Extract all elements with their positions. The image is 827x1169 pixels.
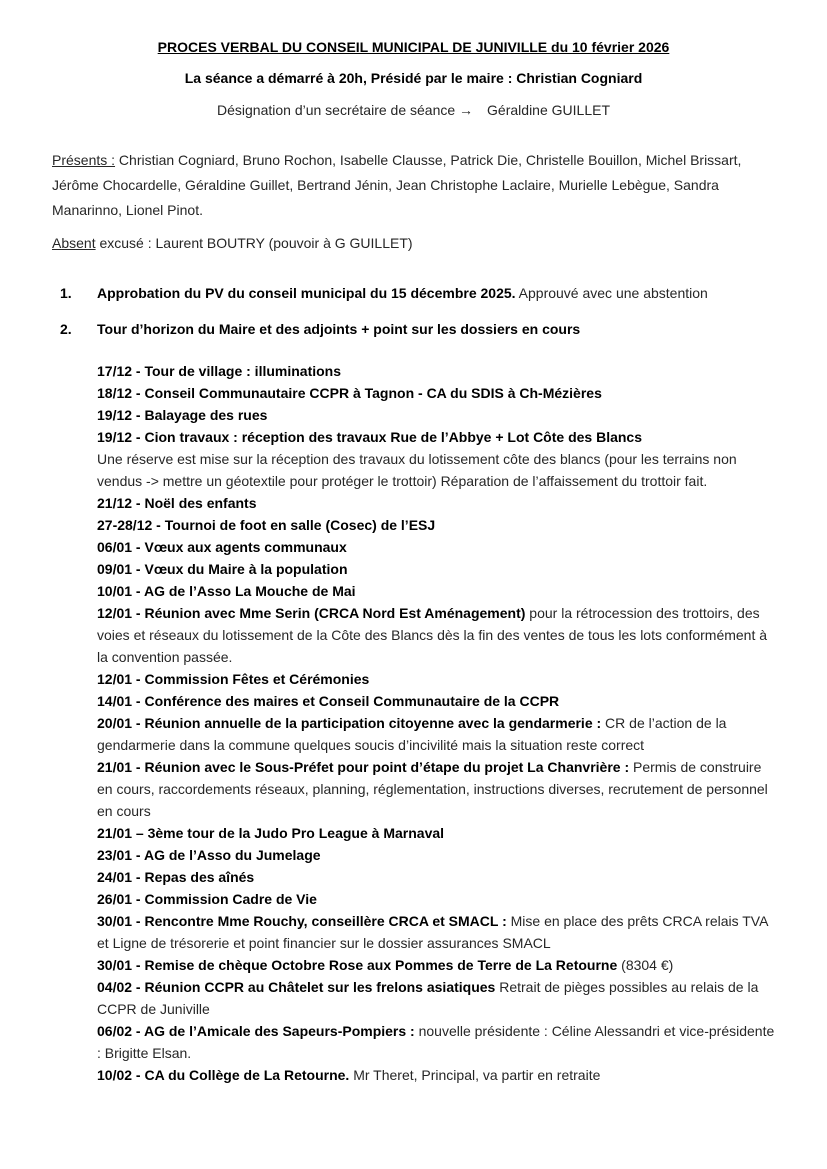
event-line-20 [97, 910, 775, 954]
event-3-bold: 19/12 - Balayage des rues [97, 407, 268, 423]
event-21-bold: 30/01 - Remise de chèque Octobre Rose aux Pommes de Terre de La Retourne [97, 957, 622, 973]
event-line-21 [97, 954, 775, 976]
event-15-normal: Permis de construire en cours, raccordements réseaux, planning, réglementation, instructions diverses, recrutement de personnel en cours [97, 759, 768, 819]
event-6-bold: 21/12 - Noël des enfants [97, 495, 257, 511]
event-line-23 [97, 1020, 775, 1064]
event-13-bold: 14/01 - Conférence des maires et Conseil Communautaire de la CCPR [97, 693, 560, 709]
event-24-normal: Mr Theret, Principal, va partir en retraite [349, 1067, 601, 1083]
event-line-11 [97, 602, 775, 668]
secretary-line [52, 99, 775, 121]
event-15-bold: 21/01 - Réunion avec le Sous-Préfet pour point d’étape du projet La Chanvrière : [97, 759, 630, 775]
absent-text: excusé : Laurent BOUTRY (pouvoir à G GUILLET) [95, 235, 413, 251]
event-line-16 [97, 822, 775, 844]
event-22-bold: 04/02 - Réunion CCPR au Châtelet sur les frelons asiatiques [97, 979, 496, 995]
agenda-text-2 [97, 318, 775, 340]
absent-label: Absent [52, 235, 96, 251]
event-line-9 [97, 558, 775, 580]
presents-names: Christian Cogniard, Bruno Rochon, Isabelle Clausse, Patrick Die, Christelle Bouillon, Michel Brissart, Jérôme Chocardelle, Géraldine Guillet, Bertrand Jénin, Jean Christophe Laclaire, Murielle Lebègue, Sandra Manarinno, Lionel Pinot. [52, 152, 742, 218]
event-17-bold: 23/01 - AG de l’Asso du Jumelage [97, 847, 321, 863]
event-4-bold: 19/12 - Cion travaux : réception des travaux Rue de l’Abbye + Lot Côte des Blancs [97, 429, 642, 445]
secretary-name: Géraldine GUILLET [487, 102, 610, 118]
absent-line [52, 232, 775, 254]
event-22-normal: Retrait de pièges possibles au relais de la CCPR de Juniville [97, 979, 759, 1017]
event-line-4 [97, 426, 775, 448]
agenda-1-bold: Approbation du PV du conseil municipal du 15 décembre 2025. [97, 285, 516, 301]
event-line-12 [97, 668, 775, 690]
document-subtitle: La séance a démarré à 20h, Présidé par le maire : Christian Cogniard [184, 70, 643, 86]
event-10-bold: 10/01 - AG de l’Asso La Mouche de Mai [97, 583, 356, 599]
event-line-2 [97, 382, 775, 404]
event-23-normal: nouvelle présidente : Céline Alessandri et vice-présidente : Brigitte Elsan. [97, 1023, 775, 1061]
event-18-bold: 24/01 - Repas des aînés [97, 869, 255, 885]
agenda-item-1 [52, 282, 775, 304]
event-8-bold: 06/01 - Vœux aux agents communaux [97, 539, 347, 555]
event-line-1 [97, 360, 775, 382]
events-list [97, 360, 775, 1086]
event-19-bold: 26/01 - Commission Cadre de Vie [97, 891, 317, 907]
event-14-normal: CR de l’action de la gendarmerie dans la commune quelques soucis d’incivilité mais la situation reste correct [97, 715, 727, 753]
event-line-22 [97, 976, 775, 1020]
event-11-normal: pour la rétrocession des trottoirs, des voies et réseaux du lotissement de la Côte des Blancs dès la fin des ventes de tous les lots conformément à la convention passée. [97, 605, 768, 665]
event-2-bold: 18/12 - Conseil Communautaire CCPR à Tagnon - CA du SDIS à Ch-Mézières [97, 385, 602, 401]
event-line-19 [97, 888, 775, 910]
event-24-bold: 10/02 - CA du Collège de La Retourne. [97, 1067, 350, 1083]
event-12-bold: 12/01 - Commission Fêtes et Cérémonies [97, 671, 370, 687]
presents-label: Présents : [52, 152, 116, 168]
agenda-1-normal: Approuvé avec une abstention [515, 285, 708, 301]
agenda-item-2 [52, 318, 775, 340]
event-1-bold: 17/12 - Tour de village : illuminations [97, 363, 342, 379]
event-line-17 [97, 844, 775, 866]
event-line-5 [97, 448, 775, 492]
event-line-15 [97, 756, 775, 822]
event-line-18 [97, 866, 775, 888]
event-16-bold: 21/01 – 3ème tour de la Judo Pro League à Marnaval [97, 825, 445, 841]
event-line-8 [97, 536, 775, 558]
event-line-6 [97, 492, 775, 514]
event-line-7 [97, 514, 775, 536]
agenda-number-2: 2. [60, 321, 72, 337]
event-23-bold: 06/02 - AG de l’Amicale des Sapeurs-Pompiers : [97, 1023, 415, 1039]
presents-paragraph [52, 148, 775, 223]
event-5-normal: Une réserve est mise sur la réception des travaux du lotissement côte des blancs (pour les terrains non vendus -> mettre un géotextile pour protéger le trottoir) Réparation de l’affaissement du trottoir fait. [97, 451, 737, 489]
secretary-label: Désignation d’un secrétaire de séance → [217, 102, 474, 118]
event-line-24 [97, 1064, 775, 1086]
event-line-10 [97, 580, 775, 602]
event-20-normal: Mise en place des prêts CRCA relais TVA et Ligne de trésorerie et point financier sur le dossier assurances SMACL [97, 913, 768, 951]
agenda-text-1 [97, 282, 775, 304]
event-7-bold: 27-28/12 - Tournoi de foot en salle (Cosec) de l’ESJ [97, 517, 436, 533]
agenda-2-bold: Tour d’horizon du Maire et des adjoints + point sur les dossiers en cours [97, 321, 581, 337]
event-20-bold: 30/01 - Rencontre Mme Rouchy, conseillère CRCA et SMACL : [97, 913, 507, 929]
event-line-3 [97, 404, 775, 426]
event-14-bold: 20/01 - Réunion annuelle de la participation citoyenne avec la gendarmerie : [97, 715, 602, 731]
event-21-normal: (8304 €) [621, 957, 674, 973]
event-line-13 [97, 690, 775, 712]
event-line-14 [97, 712, 775, 756]
event-9-bold: 09/01 - Vœux du Maire à la population [97, 561, 348, 577]
agenda-number-1: 1. [60, 285, 72, 301]
document-title: PROCES VERBAL DU CONSEIL MUNICIPAL DE JUNIVILLE du 10 février 2026 [157, 39, 670, 55]
event-11-bold: 12/01 - Réunion avec Mme Serin (CRCA Nord Est Aménagement) [97, 605, 530, 621]
